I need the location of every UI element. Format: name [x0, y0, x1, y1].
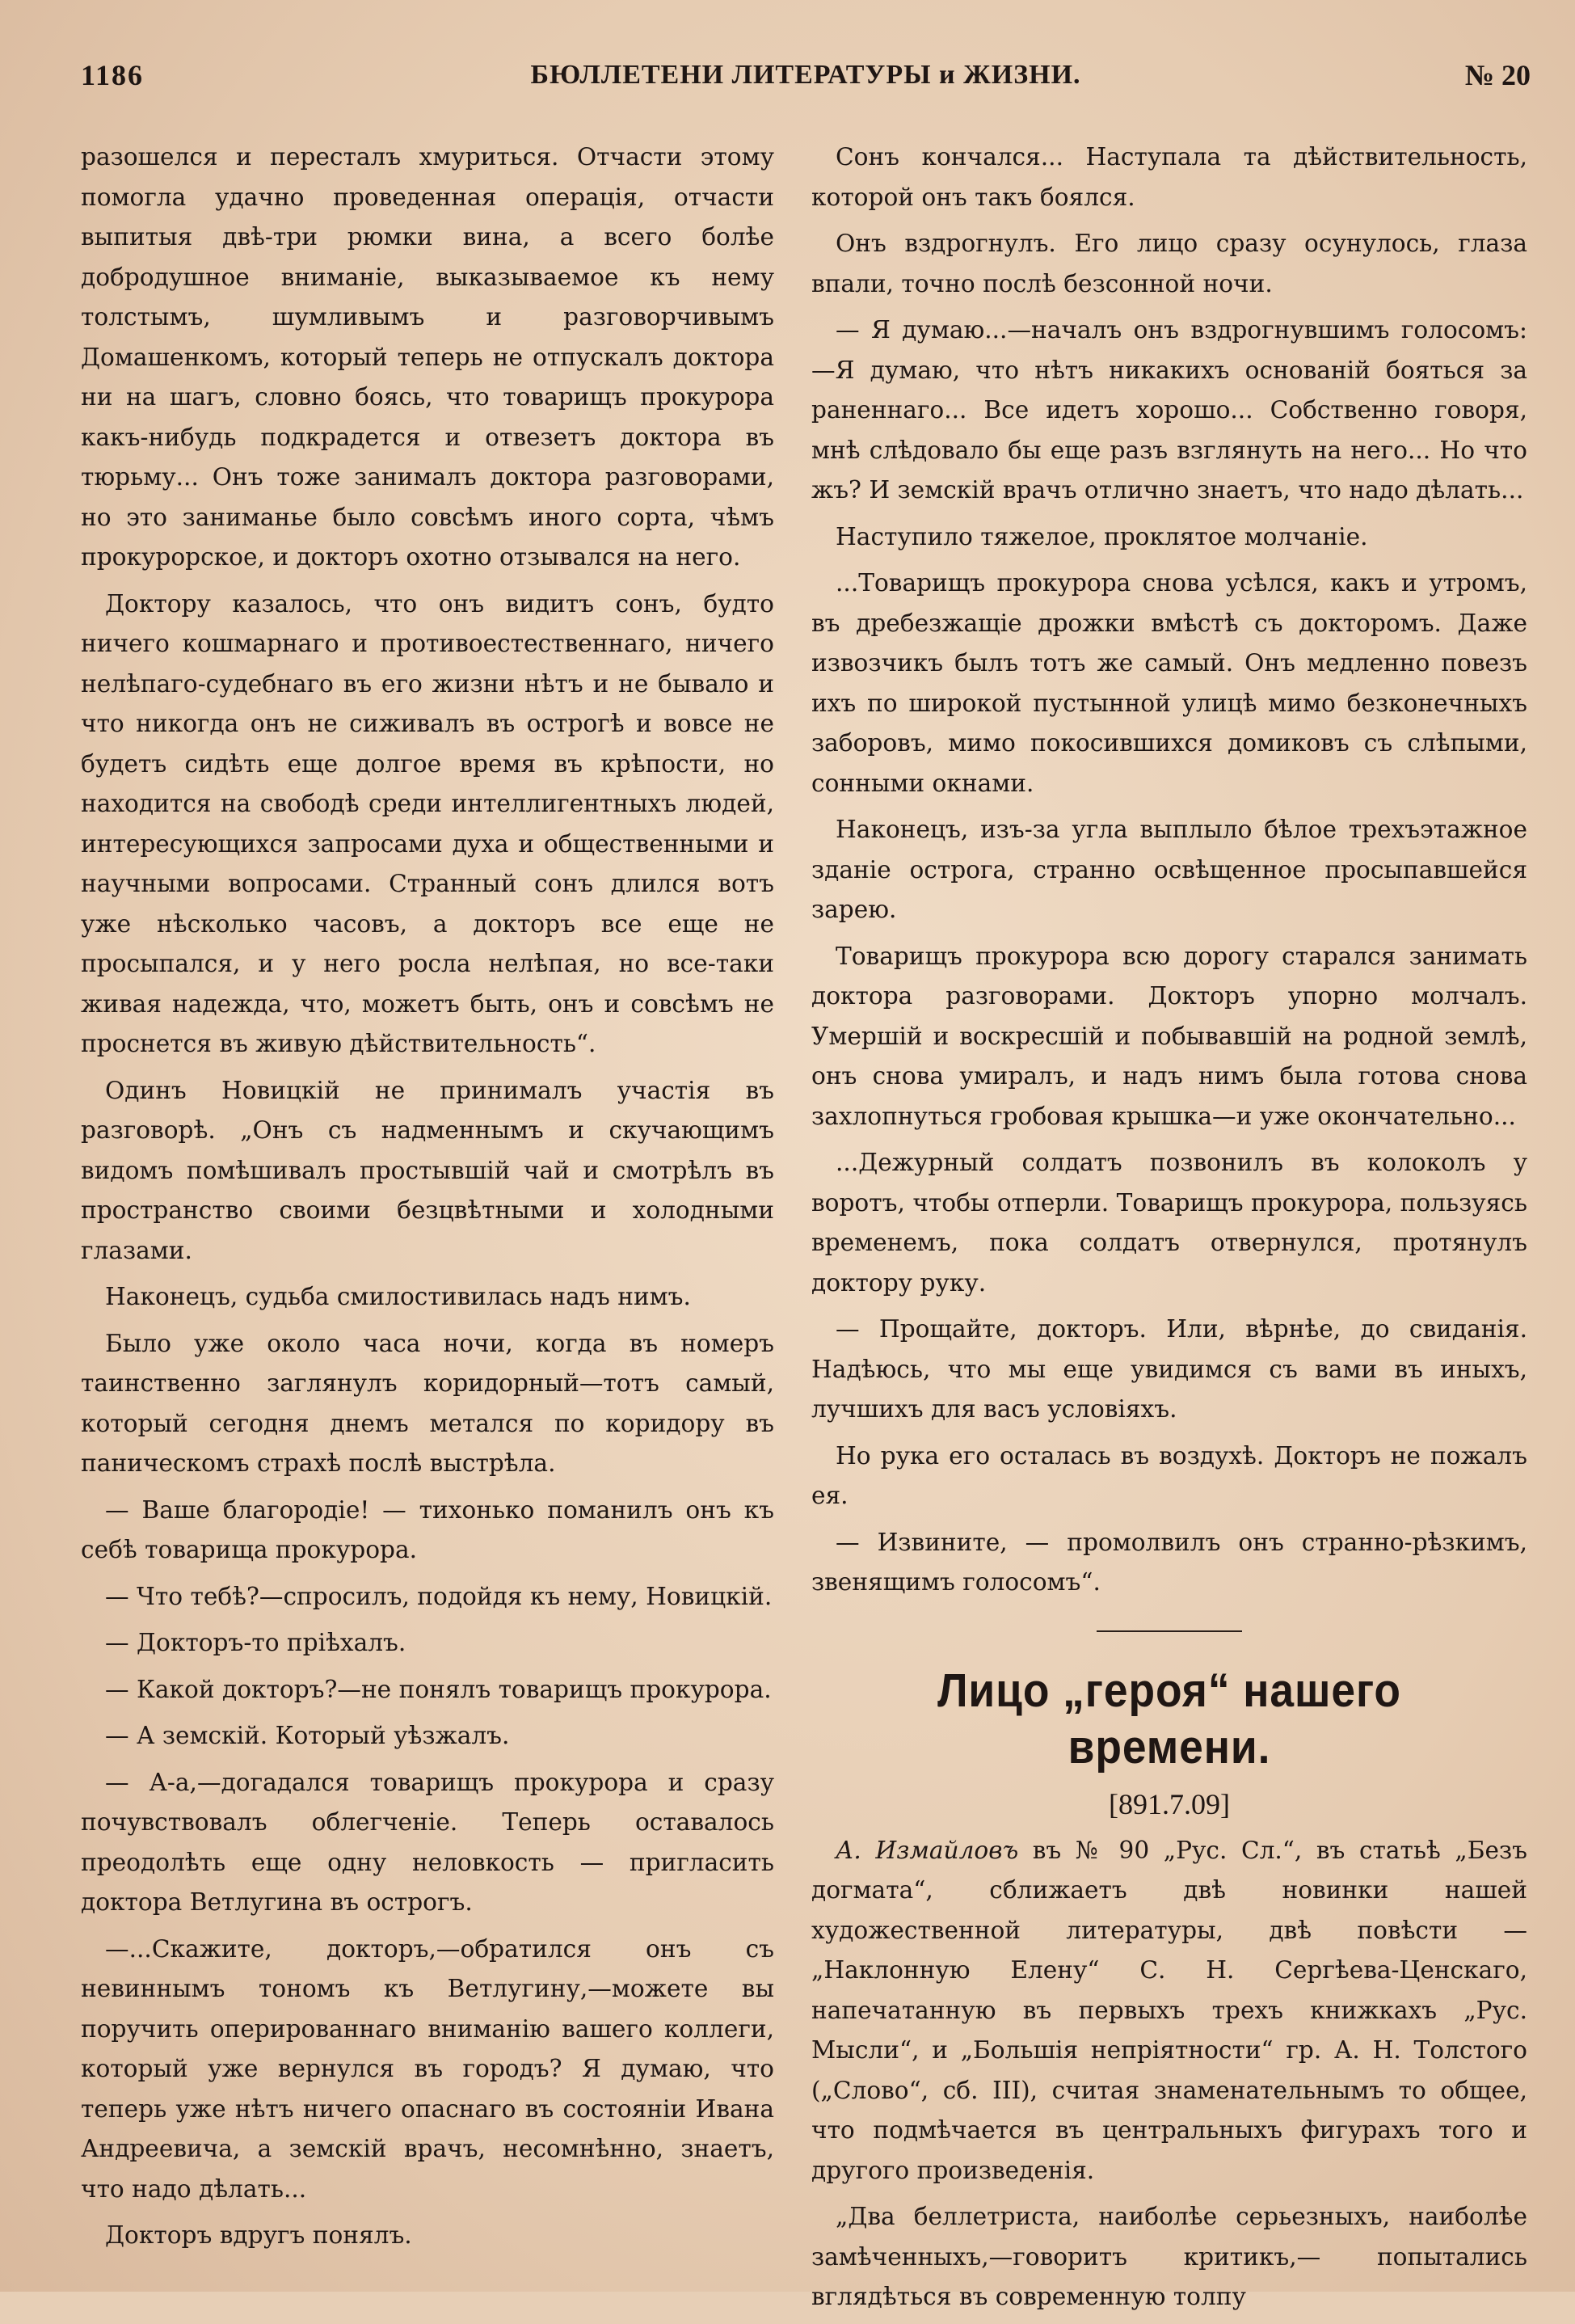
paragraph: ...Дежурный солдатъ позвонилъ въ колоколъ у воротъ, чтобы отперли. Товарищъ прокурора, пользуясь временемъ, пока солдатъ отвернулся, протянулъ доктору руку. — [811, 1149, 1527, 1297]
issue-number: № 20 — [1464, 59, 1531, 91]
paragraph: Онъ вздрогнулъ. Его лицо сразу осунулось, глаза впали, точно послѣ безсонной ночи. — [811, 230, 1527, 297]
page-number: 1186 — [81, 59, 145, 91]
article-intro-text: въ № 90 „Рус. Сл.“, въ статьѣ „Безъ догмата“, сближаетъ двѣ новинки нашей художественной литературы, двѣ повѣсти —„Наклонную Елену“ С. Н. Сергѣева-Ценскаго, напечатанную въ первыхъ трехъ книжкахъ „Рус. Мысли“, и „Большія непріятности“ гр. А. Н. Толстого („Слово“, сб. III), считая знаменательнымъ то общее, что подмѣчается въ центральныхъ фигурахъ того и другого произведенія. — [811, 1836, 1527, 2184]
paragraph: Сонъ кончался... Наступала та дѣйствительность, которой онъ такъ боялся. — [811, 143, 1527, 211]
paragraph: Было уже около часа ночи, когда въ номеръ таинственно заглянулъ коридорный—тотъ самый, который сегодня днемъ метался по коридору въ паническомъ страхѣ послѣ выстрѣла. — [81, 1329, 774, 1477]
paragraph: — Докторъ-то пріѣхалъ. — [105, 1629, 406, 1656]
paragraph: — Я думаю...—началъ онъ вздрогнувшимъ голосомъ:—Я думаю, что нѣтъ никакихъ основаній бояться за раненнаго... Все идетъ хорошо... Собственно говоря, мнѣ слѣдовало бы еще разъ взглянуть на него... Но что жъ? И земскій врачъ отлично знаетъ, что надо дѣлать... — [811, 316, 1527, 504]
journal-title: БЮЛЛЕТЕНИ ЛИТЕРАТУРЫ и ЖИЗНИ. — [530, 60, 1081, 90]
paragraph: — Ваше благородіе! — тихонько поманилъ онъ къ себѣ товарища прокурора. — [81, 1495, 774, 1563]
paragraph: ...Товарищъ прокурора снова усѣлся, какъ и утромъ, въ дребезжащіе дрожки вмѣстѣ съ докторомъ. Даже извозчикъ былъ тотъ же самый. Онъ медленно повезъ ихъ по широкой пустынной улицѣ мимо безконечныхъ заборовъ, мимо покосившихся домиковъ съ слѣпыми, сонными окнами. — [811, 569, 1527, 797]
paragraph: — Прощайте, докторъ. Или, вѣрнѣе, до свиданія. Надѣюсь, что мы еще увидимся съ вами въ иныхъ, лучшихъ для васъ условіяхъ. — [811, 1315, 1527, 1423]
paragraph: Одинъ Новицкій не принималъ участія въ разговорѣ. „Онъ съ надменнымъ и скучающимъ видомъ помѣшивалъ простывшій чай и смотрѣлъ въ пространство своими безцвѣтными и холодными глазами. — [81, 1076, 774, 1264]
article-title: Лицо „героя“ нашего времени. — [937, 1664, 1401, 1774]
paragraph: Докторъ вдругъ понялъ. — [105, 2221, 412, 2249]
paragraph: разошелся и пересталъ хмуриться. Отчасти этому помогла удачно проведенная операція, отчасти выпитыя двѣ-три рюмки вина, а всего болѣе добродушное вниманіе, выказываемое къ нему толстымъ, шумливымъ и разговорчивымъ Домашенкомъ, который теперь не отпускалъ доктора ни на шагъ, словно боясь, что товарищъ прокурора какъ-нибудь подкрадется и отвезетъ доктора въ тюрьму... Онъ тоже занималъ доктора разговорами, но это заниманье было совсѣмъ иного сорта, чѣмъ прокурорское, и докторъ охотно отзывался на него. — [81, 143, 774, 571]
section-divider — [1097, 1630, 1242, 1632]
article-quote: „Два беллетриста, наиболѣе серьезныхъ, наиболѣе замѣченныхъ,—говоритъ критикъ,— попытались вглядѣться въ современную толпу — [811, 2203, 1527, 2310]
right-column — [811, 137, 1527, 2324]
paragraph: — А земскій. Который уѣзжалъ. — [105, 1722, 510, 1749]
left-column — [81, 137, 774, 2263]
paragraph: — Извините, — промолвилъ онъ странно-рѣзкимъ, звенящимъ голосомъ“. — [811, 1528, 1527, 1596]
paragraph: — Какой докторъ?—не понялъ товарищъ прокурора. — [105, 1675, 772, 1703]
paragraph: Наступило тяжелое, проклятое молчаніе. — [836, 522, 1368, 550]
paragraph: — А-а,—догадался товарищъ прокурора и сразу почувствовалъ облегченіе. Теперь оставалось преодолѣть еще одну неловкость — пригласить доктора Ветлугина въ острогъ. — [81, 1768, 774, 1916]
paragraph: Наконецъ, судьба смилостивилась надъ нимъ. — [105, 1283, 691, 1310]
paragraph: —...Скажите, докторъ,—обратился онъ съ невиннымъ тономъ къ Ветлугину,—можете вы поручить оперированнаго вниманію вашего коллеги, который уже вернулся въ городъ? Я думаю, что теперь уже нѣтъ ничего опаснаго въ состояніи Ивана Андреевича, а земскій врачъ, несомнѣнно, знаетъ, что надо дѣлать... — [81, 1934, 774, 2203]
article-date: [891.7.09] — [1109, 1787, 1230, 1820]
paragraph: Но рука его осталась въ воздухѣ. Докторъ не пожалъ ея. — [811, 1441, 1527, 1509]
paragraph: Доктору казалось, что онъ видитъ сонъ, будто ничего кошмарнаго и противоестественнаго, ничего нелѣпаго-судебнаго въ его жизни нѣтъ и не бывало и что никогда онъ не сиживалъ въ острогѣ и вовсе не будетъ сидѣть еще долгое время въ крѣпости, но находится на свободѣ среди интеллигентныхъ людей, интересующихся запросами духа и общественными и научными вопросами. Странный сонъ длился вотъ уже нѣсколько часовъ, а докторъ все еще не просыпался, и у него росла нелѣпая, но все-таки живая надежда, что, можетъ быть, онъ и совсѣмъ не проснется въ живую дѣйствительность“. — [81, 589, 774, 1057]
article-author: А. Измайловъ — [836, 1836, 1019, 1864]
paragraph: Товарищъ прокурора всю дорогу старался занимать доктора разговорами. Докторъ упорно молчалъ. Умершій и воскресшій и побывавшій на родной землѣ, онъ снова умиралъ, и надъ нимъ была готова снова захлопнуться гробовая крышка—и уже окончательно... — [811, 942, 1527, 1130]
running-header — [81, 58, 1531, 99]
paragraph: — Что тебѣ?—спросилъ, подойдя къ нему, Новицкій. — [105, 1582, 773, 1610]
article-intro — [811, 1831, 1527, 2191]
paragraph: Наконецъ, изъ-за угла выплыло бѣлое трехъэтажное зданіе острога, странно освѣщенное просыпавшейся зарею. — [811, 816, 1527, 923]
